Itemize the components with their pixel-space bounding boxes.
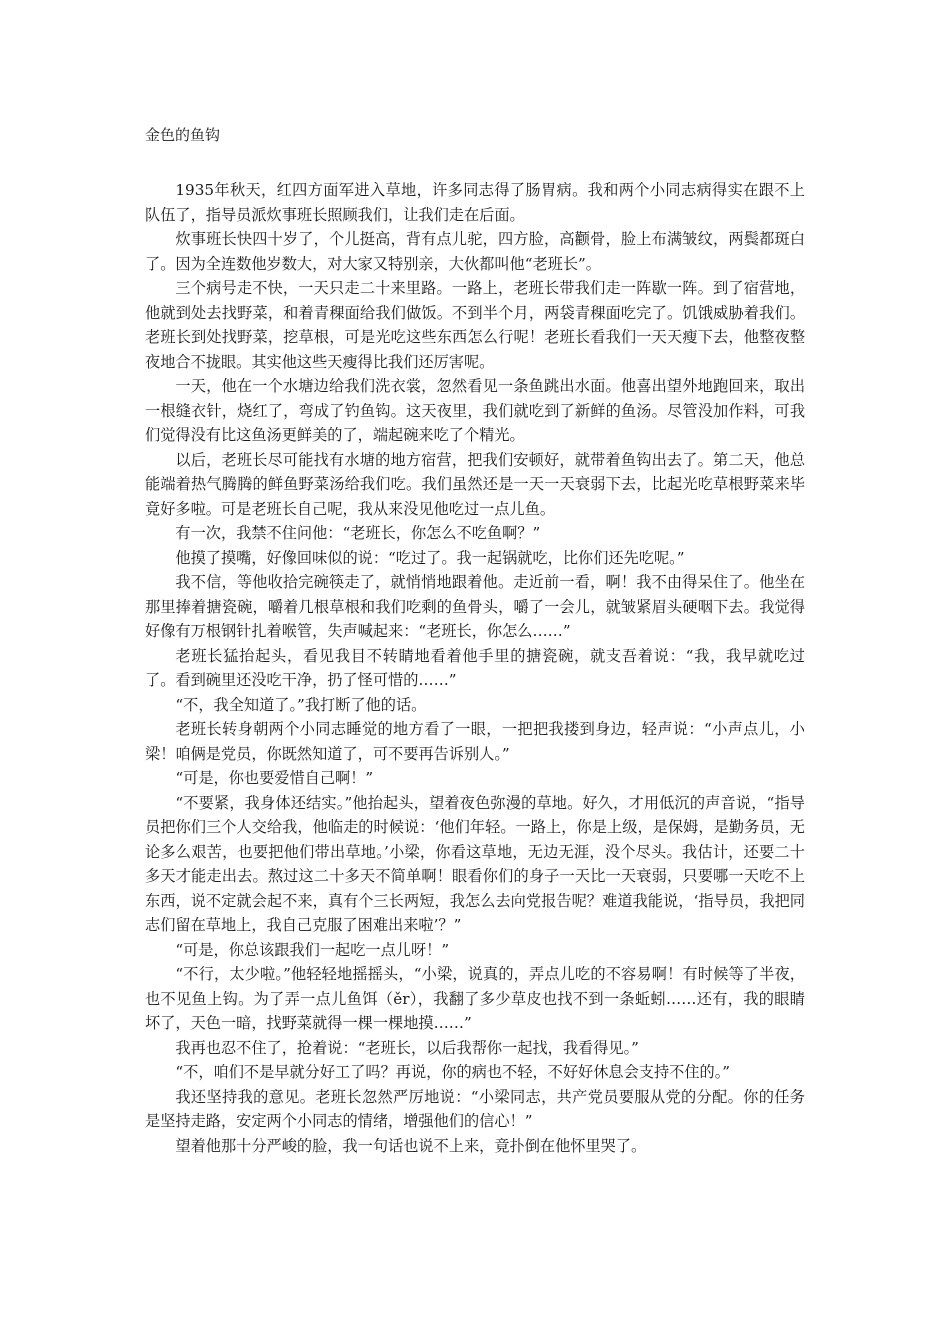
paragraph: “不行，太少啦。”他轻轻地摇摇头，“小梁，说真的，弄点儿吃的不容易啊！有时候等了半夜，也不见鱼上钩。为了弄一点儿鱼饵（ěr），我翻了多少草皮也找不到一条蚯蚓……还有，我的眼睛坏了，天色一暗，找野菜就得一棵一棵地摸……” — [145, 965, 805, 1032]
paragraph: 望着他那十分严峻的脸，我一句话也说不上来，竟扑倒在他怀里哭了。 — [175, 1136, 647, 1155]
paragraph: 他摸了摸嘴，好像回味似的说：“吃过了。我一起锅就吃，比你们还先吃呢。” — [175, 548, 685, 567]
document-body — [145, 178, 805, 1158]
paragraph: 老班长猛抬起头，看见我目不转睛地看着他手里的搪瓷碗，就支吾着说：“我，我早就吃过了。看到碗里还没吃干净，扔了怪可惜的……” — [145, 646, 805, 689]
paragraph: 我再也忍不住了，抢着说：“老班长，以后我帮你一起找，我看得见。” — [175, 1038, 639, 1057]
document-title: 金色的鱼钩 — [145, 126, 221, 144]
paragraph: 老班长转身朝两个小同志睡觉的地方看了一眼，一把把我搂到身边，轻声说：“小声点儿，小梁！咱俩是党员，你既然知道了，可不要再告诉别人。” — [145, 720, 805, 763]
paragraph: “不，咱们不是早就分好工了吗？再说，你的病也不轻，不好好休息会支持不住的。” — [175, 1063, 731, 1081]
paragraph: 以后，老班长尽可能找有水塘的地方宿营，把我们安顿好，就带着鱼钩出去了。第二天，他总能端着热气腾腾的鲜鱼野菜汤给我们吃。我们虽然还是一天一天衰弱下去，比起光吃草根野菜来毕竟好多啦。可是老班长自己呢，我从来没见他吃过一点儿鱼。 — [145, 450, 805, 518]
paragraph: “可是，你总该跟我们一起吃一点儿呀！” — [175, 940, 450, 959]
paragraph: 有一次，我禁不住问他：“老班长，你怎么不吃鱼啊？” — [175, 524, 541, 542]
paragraph: “可是，你也要爱惜自己啊！” — [175, 769, 374, 787]
paragraph: 炊事班长快四十岁了，个儿挺高，背有点儿驼，四方脸，高颧骨，脸上布满皱纹，两鬓都斑白了。因为全连数他岁数大，对大家又特别亲，大伙都叫他“老班长”。 — [145, 230, 805, 273]
paragraph: “不要紧，我身体还结实。”他抬起头，望着夜色弥漫的草地。好久，才用低沉的声音说，“指导员把你们三个人交给我，他临走的时候说：‘他们年轻。一路上，你是上级，是保姆，是勤务员，无论多么艰苦，也要把他们带出草地。’小梁，你看这草地，无边无涯，没个尽头。我估计，还要二十多天才能走出去。熬过这二十多天不简单啊！眼看你们的身子一天比一天衰弱，只要哪一天吃不上东西，说不定就会起不来，真有个三长两短，我怎么去向党报告呢？难道我能说，‘指导员，我把同志们留在草地上，我自己克服了困难出来啦’？” — [145, 793, 805, 934]
paragraph: “不，我全知道了。”我打断了他的话。 — [175, 695, 427, 714]
paragraph: 一天，他在一个水塘边给我们洗衣裳，忽然看见一条鱼跳出水面。他喜出望外地跑回来，取出一根缝衣针，烧红了，弯成了钓鱼钩。这天夜里，我们就吃到了新鲜的鱼汤。尽管没加作料，可我们觉得没有比这鱼汤更鲜美的了，端起碗来吃了个精光。 — [145, 377, 805, 444]
document-page — [145, 124, 805, 1158]
paragraph: 我还坚持我的意见。老班长忽然严厉地说：“小梁同志，共产党员要服从党的分配。你的任务是坚持走路，安定两个小同志的情绪，增强他们的信心！” — [145, 1087, 805, 1130]
paragraph: 三个病号走不快，一天只走二十来里路。一路上，老班长带我们走一阵歇一阵。到了宿营地，他就到处去找野菜，和着青稞面给我们做饭。不到半个月，两袋青稞面吃完了。饥饿威胁着我们。老班长到处找野菜，挖草根，可是光吃这些东西怎么行呢！老班长看我们一天天瘦下去，他整夜整夜地合不拢眼。其实他这些天瘦得比我们还厉害呢。 — [145, 279, 805, 371]
paragraph: 1935年秋天，红四方面军进入草地，许多同志得了肠胃病。我和两个小同志病得实在跟不上队伍了，指导员派炊事班长照顾我们，让我们走在后面。 — [145, 181, 805, 224]
paragraph: 我不信，等他收拾完碗筷走了，就悄悄地跟着他。走近前一看，啊！我不由得呆住了。他坐在那里捧着搪瓷碗，嚼着几根草根和我们吃剩的鱼骨头，嚼了一会儿，就皱紧眉头硬咽下去。我觉得好像有万根钢针扎着喉管，失声喊起来：“老班长，你怎么……” — [145, 573, 805, 640]
